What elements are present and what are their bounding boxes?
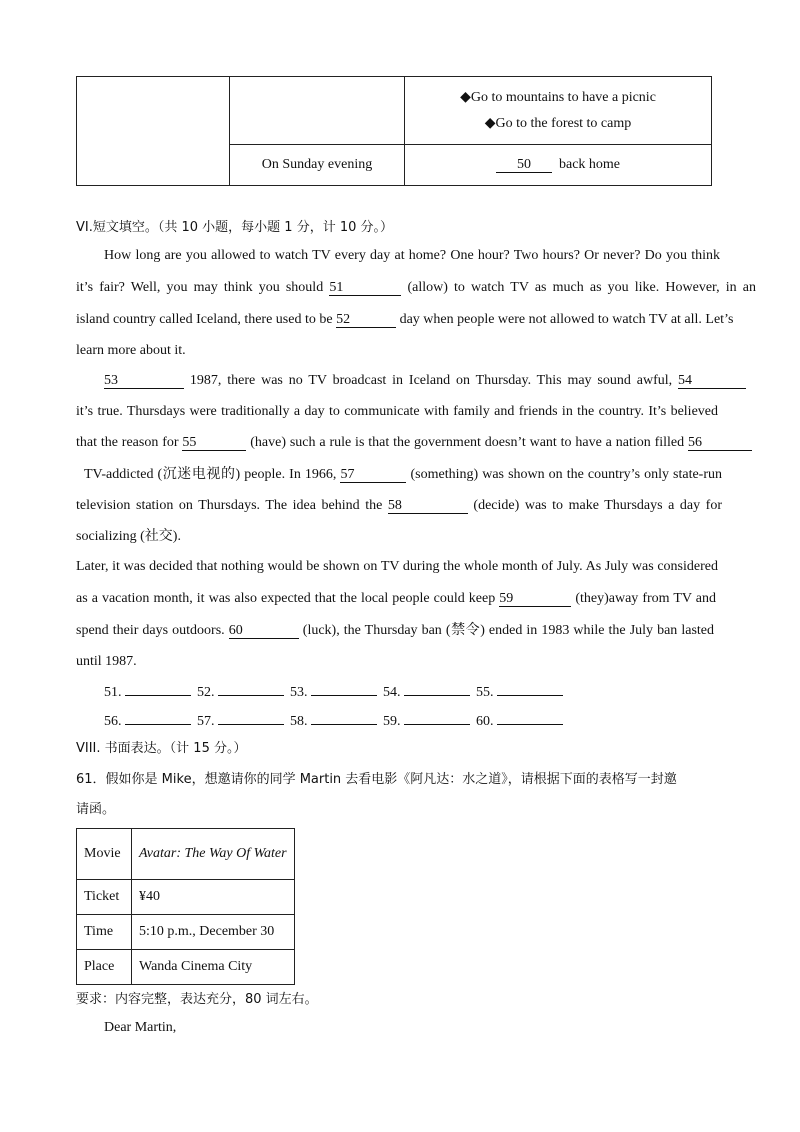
- activity-bullet: ◆Go to mountains to have a picnic: [460, 89, 656, 105]
- blank-54[interactable]: 54: [678, 374, 746, 389]
- schedule-time-cell: [230, 77, 405, 145]
- schedule-table: [76, 76, 712, 186]
- table-row: [77, 880, 295, 915]
- question-61-text: 61．假如你是 Mike，想邀请你的同学 Martin 去看电影《阿凡达：水之道》，请根据下面的表格写一封邀: [76, 772, 677, 787]
- passage-line: it’s fair? Well, you may think you should 51 (allow) to watch TV as much as you like. However, in an: [76, 280, 756, 295]
- section-6-heading: VI.短文填空。（共 10 小题，每小题 1 分，计 10 分。）: [76, 220, 394, 235]
- answer-field[interactable]: [497, 710, 563, 725]
- schedule-row: [77, 77, 712, 145]
- movie-key: Movie: [77, 829, 132, 880]
- passage-line: Later, it was decided that nothing would be shown on TV during the whole month of July. As July was considered: [76, 559, 718, 574]
- movie-info-table: [76, 828, 295, 985]
- blank-56[interactable]: 56: [688, 436, 752, 451]
- table-row: [77, 950, 295, 985]
- answer-field[interactable]: [125, 710, 191, 725]
- passage-line: TV-addicted (沉迷电视的) people. In 1966, 57 (something) was shown on the country’s only state-run: [84, 467, 723, 482]
- diamond-bullet-icon: ◆: [484, 115, 496, 131]
- answer-field[interactable]: [311, 710, 377, 725]
- answer-field[interactable]: [311, 681, 377, 696]
- activity-bullet: ◆Go to the forest to camp: [484, 115, 632, 131]
- question-61-text: 请函。: [76, 802, 116, 817]
- time-value: 5:10 p.m., December 30: [132, 915, 295, 950]
- schedule-activity-cell: [405, 77, 712, 145]
- passage-line: television station on Thursdays. The idea behind the 58 (decide) was to make Thursdays a day for: [76, 498, 722, 513]
- letter-salutation: Dear Martin,: [104, 1020, 177, 1035]
- passage-line: 53 1987, there was no TV broadcast in Iceland on Thursday. This may sound awful, 54: [104, 371, 746, 391]
- place-key: Place: [77, 950, 132, 985]
- blank-53[interactable]: 53: [104, 374, 184, 389]
- passage-line: island country called Iceland, there used to be 52 day when people were not allowed to watch TV at all. Let’s: [76, 312, 734, 327]
- blank-57[interactable]: 57: [340, 468, 406, 483]
- passage-line: socializing (社交).: [76, 529, 181, 544]
- place-value: Wanda Cinema City: [132, 950, 295, 985]
- ticket-key: Ticket: [77, 880, 132, 915]
- blank-58[interactable]: 58: [388, 499, 468, 514]
- answer-row: 56. 57. 58. 59. 60.: [104, 710, 784, 730]
- answer-field[interactable]: [218, 710, 284, 725]
- answer-row: 51. 52. 53. 54. 55.: [104, 681, 784, 701]
- answer-field[interactable]: [404, 681, 470, 696]
- passage-line: learn more about it.: [76, 343, 186, 358]
- answer-field[interactable]: [497, 681, 563, 696]
- blank-52[interactable]: 52: [336, 313, 396, 328]
- table-row: [77, 915, 295, 950]
- time-key: Time: [77, 915, 132, 950]
- passage-line: that the reason for 55 (have) such a rule is that the government doesn’t want to have a nation filled 56: [76, 433, 752, 453]
- passage-line: until 1987.: [76, 654, 137, 669]
- movie-value: Avatar: The Way Of Water: [132, 829, 295, 880]
- table-row: [77, 829, 295, 880]
- schedule-activity-cell: 50 back home: [405, 145, 712, 186]
- blank-60[interactable]: 60: [229, 624, 299, 639]
- writing-requirement: 要求：内容完整，表达充分，80 词左右。: [76, 992, 318, 1007]
- diamond-bullet-icon: ◆: [460, 89, 471, 105]
- schedule-day-cell: [77, 77, 230, 186]
- blank-59[interactable]: 59: [499, 592, 571, 607]
- blank-50[interactable]: 50: [496, 157, 552, 173]
- passage-line: it’s true. Thursdays were traditionally a day to communicate with family and friends in the country. It’s believed: [76, 404, 718, 419]
- section-8-heading: VIII. 书面表达。（计 15 分。）: [76, 741, 247, 756]
- passage-line: spend their days outdoors. 60 (luck), the Thursday ban (禁令) ended in 1983 while the July ban lasted: [76, 623, 715, 638]
- blank-51[interactable]: 51: [329, 281, 401, 296]
- answer-field[interactable]: [125, 681, 191, 696]
- blank-55[interactable]: 55: [182, 436, 246, 451]
- answer-field[interactable]: [218, 681, 284, 696]
- passage-line: as a vacation month, it was also expected that the local people could keep 59 (they)away from TV and: [76, 591, 717, 606]
- ticket-value: ¥40: [132, 880, 295, 915]
- passage-line: How long are you allowed to watch TV every day at home? One hour? Two hours? Or never? Do you think: [104, 248, 720, 263]
- schedule-time-cell: On Sunday evening: [230, 145, 405, 186]
- answer-field[interactable]: [404, 710, 470, 725]
